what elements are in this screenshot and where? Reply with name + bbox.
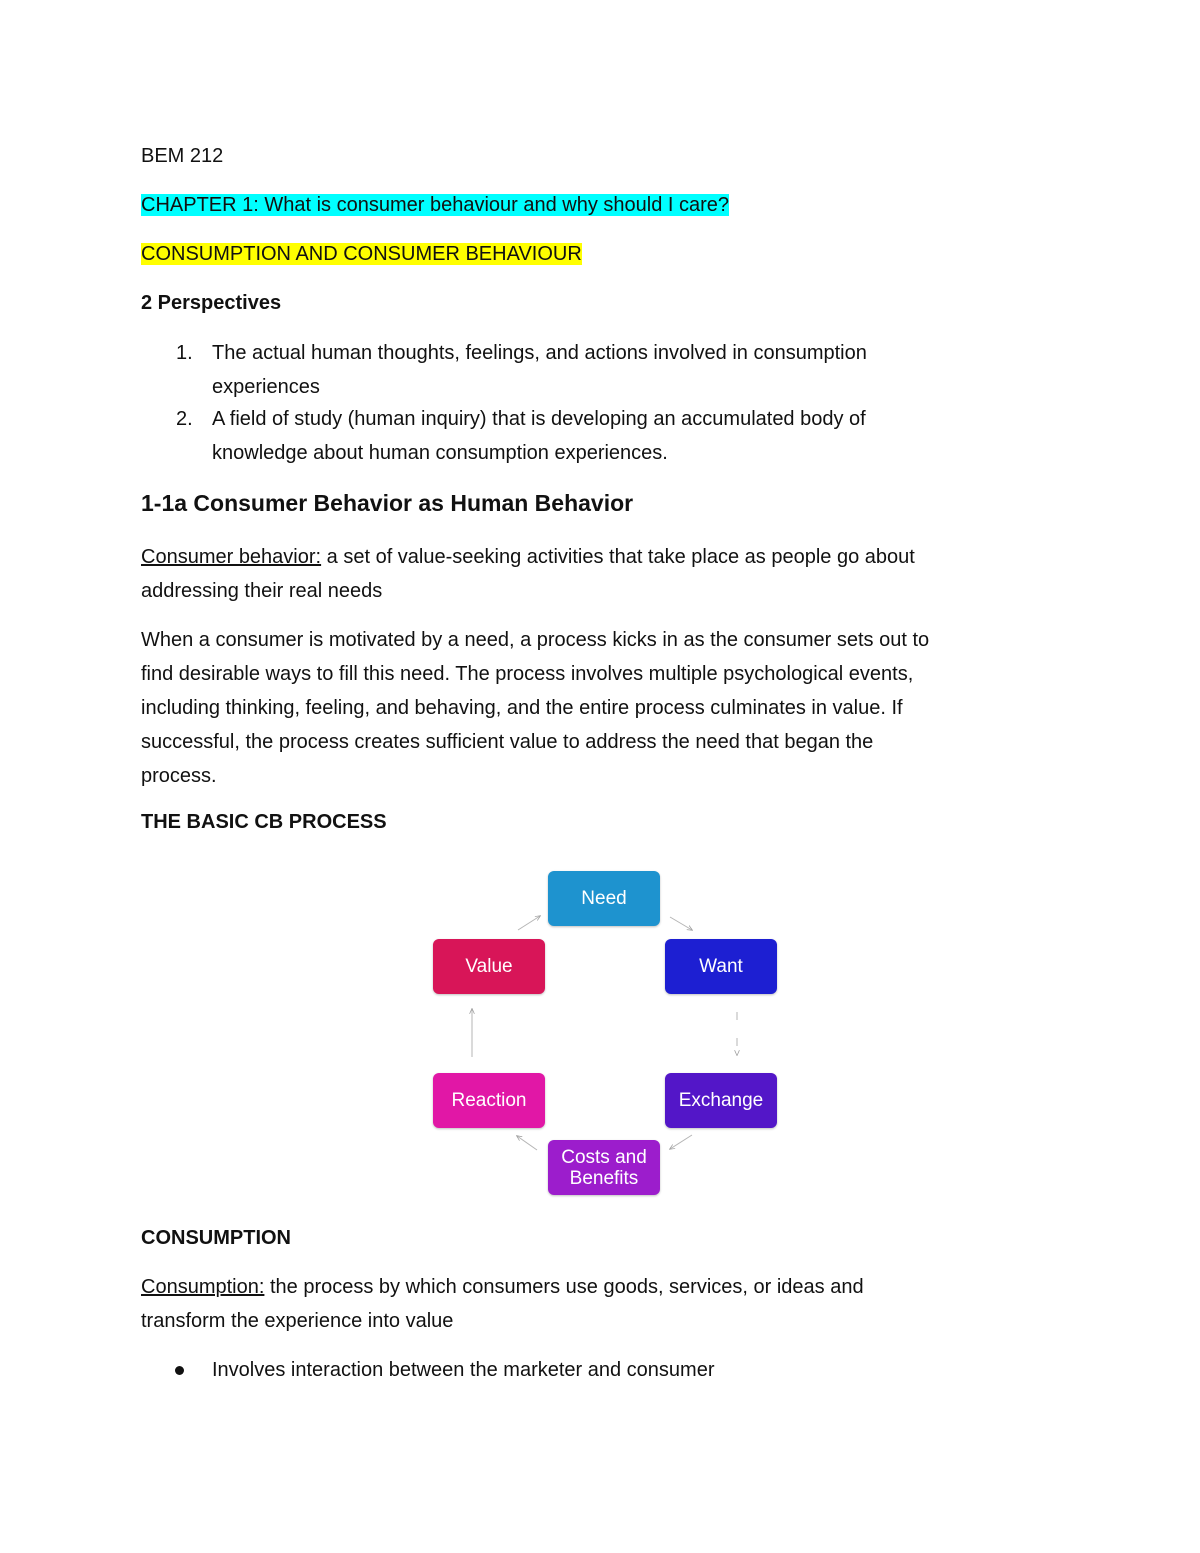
arrow-costs-to-reaction bbox=[517, 1136, 537, 1150]
exchange-node bbox=[665, 1073, 777, 1128]
value-label: Value bbox=[465, 956, 513, 977]
paragraph-line: process. bbox=[141, 765, 217, 787]
course-code: BEM 212 bbox=[141, 145, 224, 167]
list-text-line: experiences bbox=[212, 376, 320, 398]
reaction-label: Reaction bbox=[451, 1090, 527, 1111]
list-text-line: The actual human thoughts, feelings, and actions involved in consumption bbox=[212, 342, 867, 364]
bullet-icon bbox=[175, 1366, 184, 1375]
arrow-value-to-need bbox=[518, 916, 540, 930]
consumption-definition-line: transform the experience into value bbox=[141, 1310, 454, 1332]
consumption-definition-line bbox=[141, 1270, 1046, 1304]
paragraph-line: When a consumer is motivated by a need, a process kicks in as the consumer sets out to bbox=[141, 629, 930, 651]
list-number: 2. bbox=[176, 408, 193, 430]
section-title-text: CONSUMPTION AND CONSUMER BEHAVIOUR bbox=[141, 243, 582, 265]
want-node bbox=[665, 939, 777, 994]
consumption-definition bbox=[141, 1270, 1046, 1338]
paragraph-line: successful, the process creates sufficient value to address the need that began the bbox=[141, 731, 874, 753]
paragraph-line: including thinking, feeling, and behaving, and the entire process culminates in value. If bbox=[141, 697, 903, 719]
arrow-need-to-want bbox=[670, 917, 692, 930]
consumption-definition-text: the process by which consumers use goods, services, or ideas and bbox=[264, 1276, 864, 1298]
list-text-line: A field of study (human inquiry) that is developing an accumulated body of bbox=[212, 408, 866, 430]
list-number: 1. bbox=[176, 342, 193, 364]
exchange-label: Exchange bbox=[678, 1090, 764, 1111]
cb-definition-text: a set of value-seeking activities that take place as people go about bbox=[321, 546, 915, 568]
want-label: Want bbox=[699, 956, 743, 977]
consumption-heading: CONSUMPTION bbox=[141, 1227, 291, 1249]
costs-label-line: Costs and bbox=[561, 1146, 647, 1168]
cb-definition-term: Consumer behavior: bbox=[141, 546, 322, 568]
bullet-item: Involves interaction between the marketer and consumer bbox=[212, 1359, 715, 1381]
value-node bbox=[433, 939, 545, 994]
reaction-node bbox=[433, 1073, 545, 1128]
costs-and-benefits-node bbox=[548, 1140, 660, 1195]
paragraph-line: find desirable ways to fill this need. The process involves multiple psychological events, bbox=[141, 663, 914, 685]
need-node bbox=[548, 871, 660, 926]
arrow-exchange-to-costs bbox=[670, 1135, 692, 1149]
perspectives-heading: 2 Perspectives bbox=[141, 292, 282, 314]
costs-label bbox=[561, 1147, 647, 1189]
cb-definition-line: addressing their real needs bbox=[141, 580, 383, 602]
need-label: Need bbox=[581, 888, 627, 909]
cb-process-heading: THE BASIC CB PROCESS bbox=[141, 811, 387, 833]
chapter-title-text: CHAPTER 1: What is consumer behaviour and why should I care? bbox=[141, 194, 730, 216]
section-heading: 1-1a Consumer Behavior as Human Behavior bbox=[141, 490, 634, 516]
consumption-definition-term: Consumption: bbox=[141, 1276, 265, 1298]
costs-label-line: Benefits bbox=[569, 1167, 639, 1189]
list-text-line: knowledge about human consumption experiences. bbox=[212, 442, 668, 464]
